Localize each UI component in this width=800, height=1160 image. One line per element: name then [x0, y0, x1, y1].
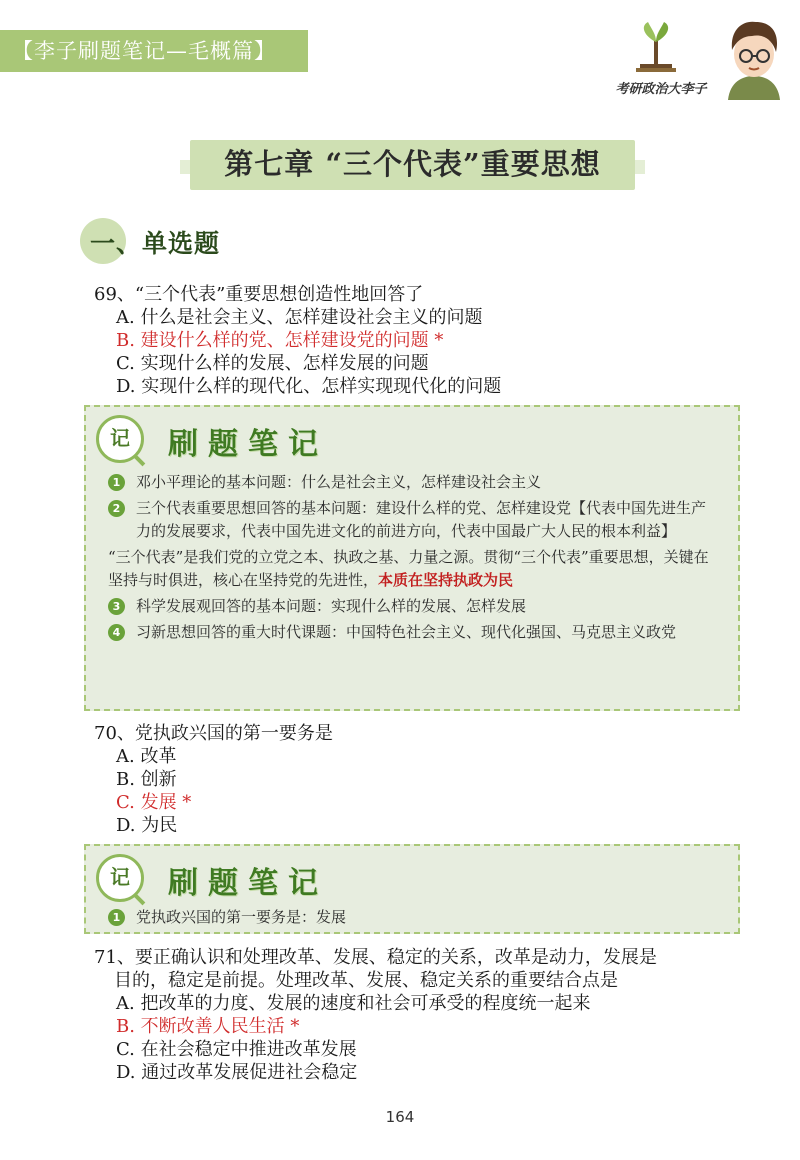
- number-badge: 4: [108, 624, 125, 641]
- note-item: [108, 595, 718, 618]
- option-d: D. 实现什么样的现代化、怎样实现现代化的问题: [116, 376, 502, 397]
- cartoon-avatar-icon: [722, 16, 786, 100]
- option-c-answer: C. 发展 *: [116, 792, 192, 813]
- brand-name: 考研政治大李子: [615, 82, 707, 97]
- option-a: A. 把改革的力度、发展的速度和社会可承受的程度统一起来: [116, 993, 591, 1014]
- note-item-text: 党执政兴国的第一要务是：发展: [136, 908, 347, 926]
- option-b-answer: B. 建设什么样的党、怎样建设党的问题 *: [116, 330, 444, 351]
- note-body: [108, 906, 718, 932]
- question-stem: 69、“三个代表”重要思想创造性地回答了: [94, 284, 424, 305]
- number-badge: 1: [108, 474, 125, 491]
- note-item-text: 三个代表重要思想回答的基本问题：建设什么样的党、怎样建设党【代表中国先进生产力的发展要求，代表中国先进文化的前进方向，代表中国最广大人民的根本利益】: [136, 499, 707, 540]
- option-d: D. 为民: [116, 815, 178, 836]
- section-heading: [80, 218, 280, 264]
- note-body: [108, 471, 718, 647]
- note-title: 刷题笔记: [168, 427, 328, 462]
- header-banner: 【李子刷题笔记—毛概篇】: [0, 30, 308, 72]
- note-item: [108, 497, 718, 543]
- option-a: A. 什么是社会主义、怎样建设社会主义的问题: [116, 307, 483, 328]
- note-title: 刷题笔记: [168, 866, 328, 901]
- chapter-title: 第七章 “三个代表”重要思想: [224, 147, 601, 181]
- note-magnifier-icon: 记: [96, 854, 144, 902]
- magnifier-handle: [133, 893, 146, 906]
- brand-block: [606, 16, 786, 100]
- number-badge: 3: [108, 598, 125, 615]
- page-number: 164: [385, 1108, 415, 1126]
- note-item: [108, 546, 718, 592]
- option-a: A. 改革: [116, 746, 177, 767]
- option-c: C. 实现什么样的发展、怎样发展的问题: [116, 353, 429, 374]
- question-stem-continued: 目的，稳定是前提。处理改革、发展、稳定关系的重要结合点是: [114, 970, 618, 991]
- tree-book-logo-icon: [626, 20, 686, 80]
- question-71: [94, 946, 657, 1084]
- question-stem: 71、要正确认识和处理改革、发展、稳定的关系，改革是动力，发展是: [94, 947, 657, 968]
- note-item: [108, 621, 718, 644]
- option-c: C. 在社会稳定中推进改革发展: [116, 1039, 357, 1060]
- note-item: [108, 471, 718, 494]
- section-heading-text: 一、单选题: [90, 229, 221, 258]
- note-item-text: 科学发展观回答的基本问题：实现什么样的发展、怎样发展: [136, 597, 527, 615]
- note-item: [108, 906, 718, 929]
- note-item-text: “三个代表”是我们党的立党之本、执政之基、力量之源。贯彻“三个代表”重要思想，关键在坚持与时俱进，核心在坚持党的先进性，: [108, 548, 709, 589]
- question-69: [94, 283, 501, 398]
- magnifier-handle: [133, 454, 146, 467]
- note-magnifier-icon: 记: [96, 415, 144, 463]
- number-badge: 1: [108, 909, 125, 926]
- note-item-text: 习新思想回答的重大时代课题：中国特色社会主义、现代化强国、马克思主义政党: [136, 623, 677, 641]
- option-b: B. 创新: [116, 769, 177, 790]
- number-badge: 2: [108, 500, 125, 517]
- question-70: [94, 722, 333, 837]
- note-highlight: 本质在坚持执政为民: [378, 571, 514, 589]
- study-note-box: [84, 405, 740, 711]
- note-item-text: 邓小平理论的基本问题：什么是社会主义，怎样建设社会主义: [136, 473, 542, 491]
- option-b-answer: B. 不断改善人民生活 *: [116, 1016, 300, 1037]
- option-d: D. 通过改革发展促进社会稳定: [116, 1062, 358, 1083]
- question-stem: 70、党执政兴国的第一要务是: [94, 723, 333, 744]
- study-note-box: [84, 844, 740, 934]
